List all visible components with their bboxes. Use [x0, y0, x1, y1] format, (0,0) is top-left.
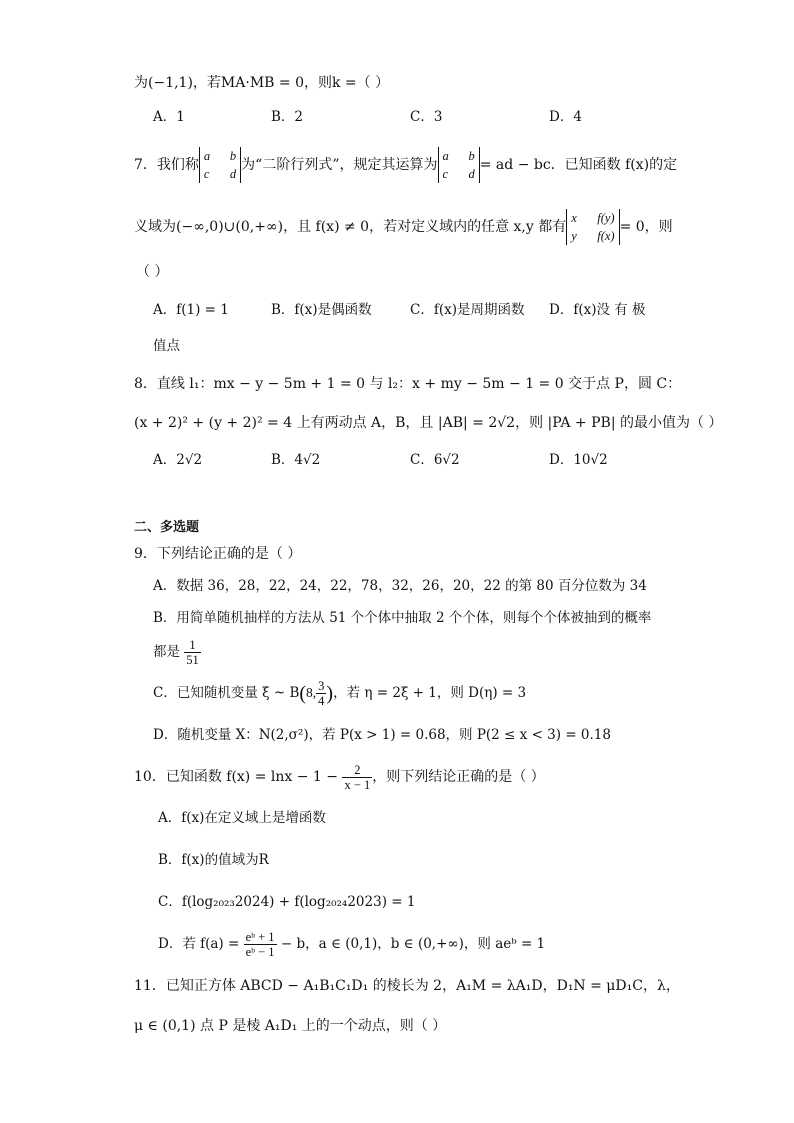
q10-option-d-pre: D．若 f(a) = — [158, 936, 240, 952]
q10-frac-num: 2 — [342, 763, 372, 778]
q9-option-c-post: ，若 η = 2ξ + 1，则 D(η) = 3 — [333, 685, 527, 701]
q7-line2-text: 义域为(−∞,0)∪(0,+∞)，且 f(x) ≠ 0，若对定义域内的任意 x,y 都有 — [134, 219, 567, 235]
q10-option-c: C．f(log₂₀₂₃2024) + f(log₂₀₂₄2023) = 1 — [158, 894, 416, 910]
q10-option-b: B．f(x)的值域为R — [158, 852, 269, 868]
q9-paren-open: ( — [299, 682, 307, 705]
q8-option-d: D．10√2 — [549, 452, 608, 468]
q9-option-b-cont — [153, 634, 201, 670]
q9-frac-den: 51 — [186, 653, 199, 667]
q7-line1 — [134, 146, 677, 184]
q9-option-d: D．随机变量 X：N(2,σ²)，若 P(x > 1) = 0.68，则 P(2 ≤ x < 3) = 0.18 — [153, 727, 611, 743]
q8-option-c: C．6√2 — [410, 452, 460, 468]
q7-option-b: B．f(x)是偶函数 — [271, 302, 372, 318]
q9-fraction-1-51 — [184, 638, 201, 667]
q7-line1-b: 为“二阶行列式”，规定其运算为 — [241, 157, 438, 173]
q7-line1-a: 7．我们称 — [134, 157, 199, 173]
q10-stem-post: ，则下列结论正确的是（ ） — [372, 769, 545, 785]
q10-d-fraction — [244, 930, 277, 959]
q7-det-abcd: a b c d — [199, 147, 241, 183]
q10-d-num: eᵇ + 1 — [245, 930, 275, 944]
q10-option-a: A．f(x)在定义域上是增函数 — [158, 810, 326, 826]
q11-line2: μ ∈ (0,1) 点 P 是棱 A₁D₁ 上的一个动点，则（ ） — [134, 1018, 447, 1034]
q9-option-a: A．数据 36，28，22，24，22，78，32，26，20，22 的第 80 百分位数为 34 — [153, 578, 647, 594]
q10-stem — [134, 758, 545, 796]
q7-det-abcd-2: a b c d — [438, 147, 480, 183]
q9-c-den: 4 — [318, 694, 325, 708]
q9-option-c-args: 8, — [306, 685, 317, 700]
q7-line2 — [134, 207, 673, 247]
q10-option-d — [158, 926, 545, 962]
q6-stem-tail: 为(−1,1)，若MA·MB = 0，则k =（ ） — [134, 75, 390, 91]
q8-line2: (x + 2)² + (y + 2)² = 4 上有两动点 A，B，且 |AB| = 2√2，则 |PA + PB| 的最小值为（ ） — [134, 415, 723, 431]
q9-frac-num: 1 — [184, 638, 201, 653]
q6-option-b: B．2 — [271, 109, 304, 125]
q6-option-d: D．4 — [549, 109, 582, 125]
q9-option-c-pre: C．已知随机变量 ξ ~ B — [153, 685, 300, 701]
section-multi-choice-heading: 二、多选题 — [134, 520, 200, 535]
q7-line2-end: = 0，则 — [619, 219, 673, 235]
q9-fraction-3-4 — [316, 679, 326, 708]
q7-option-d: D．f(x)没 有 极 — [549, 302, 646, 318]
q7-option-a: A．f(1) = 1 — [153, 302, 229, 318]
q7-line1-c: = ad − bc．已知函数 f(x)的定 — [479, 157, 678, 173]
q9-stem: 9．下列结论正确的是（ ） — [134, 546, 302, 562]
q10-frac-den: x − 1 — [344, 777, 371, 792]
q9-option-c — [153, 675, 526, 711]
q10-option-d-post: − b，a ∈ (0,1)，b ∈ (0,+∞)，则 aeᵇ = 1 — [280, 936, 546, 952]
q10-fraction — [342, 763, 372, 792]
q9-c-num: 3 — [318, 679, 325, 693]
q9-paren-close: ) — [326, 682, 334, 705]
q8-line1: 8．直线 l₁：mx − y − 5m + 1 = 0 与 l₂：x + my − 5m − 1 = 0 交于点 P，圆 C： — [134, 376, 682, 392]
q8-option-a: A．2√2 — [153, 452, 203, 468]
q6-option-c: C．3 — [410, 109, 443, 125]
q9-option-b: B．用简单随机抽样的方法从 51 个个体中抽取 2 个个体，则每个个体被抽到的概率 — [153, 610, 652, 626]
q6-option-a: A．1 — [153, 109, 185, 125]
q7-option-d-cont: 值点 — [153, 338, 180, 354]
q7-det-xfy: x f(y) y f(x) — [566, 209, 619, 245]
q9-option-b-cont-text: 都是 — [153, 644, 180, 660]
q10-stem-pre: 10．已知函数 f(x) = lnx − 1 − — [134, 769, 339, 785]
q7-option-c: C．f(x)是周期函数 — [410, 302, 525, 318]
q7-paren: （ ） — [136, 264, 169, 280]
q8-option-b: B．4√2 — [271, 452, 321, 468]
q11-line1: 11．已知正方体 ABCD − A₁B₁C₁D₁ 的棱长为 2，A₁M = λA₁D，D₁N = μD₁C，λ， — [134, 978, 680, 994]
q10-d-den: eᵇ − 1 — [245, 945, 275, 959]
